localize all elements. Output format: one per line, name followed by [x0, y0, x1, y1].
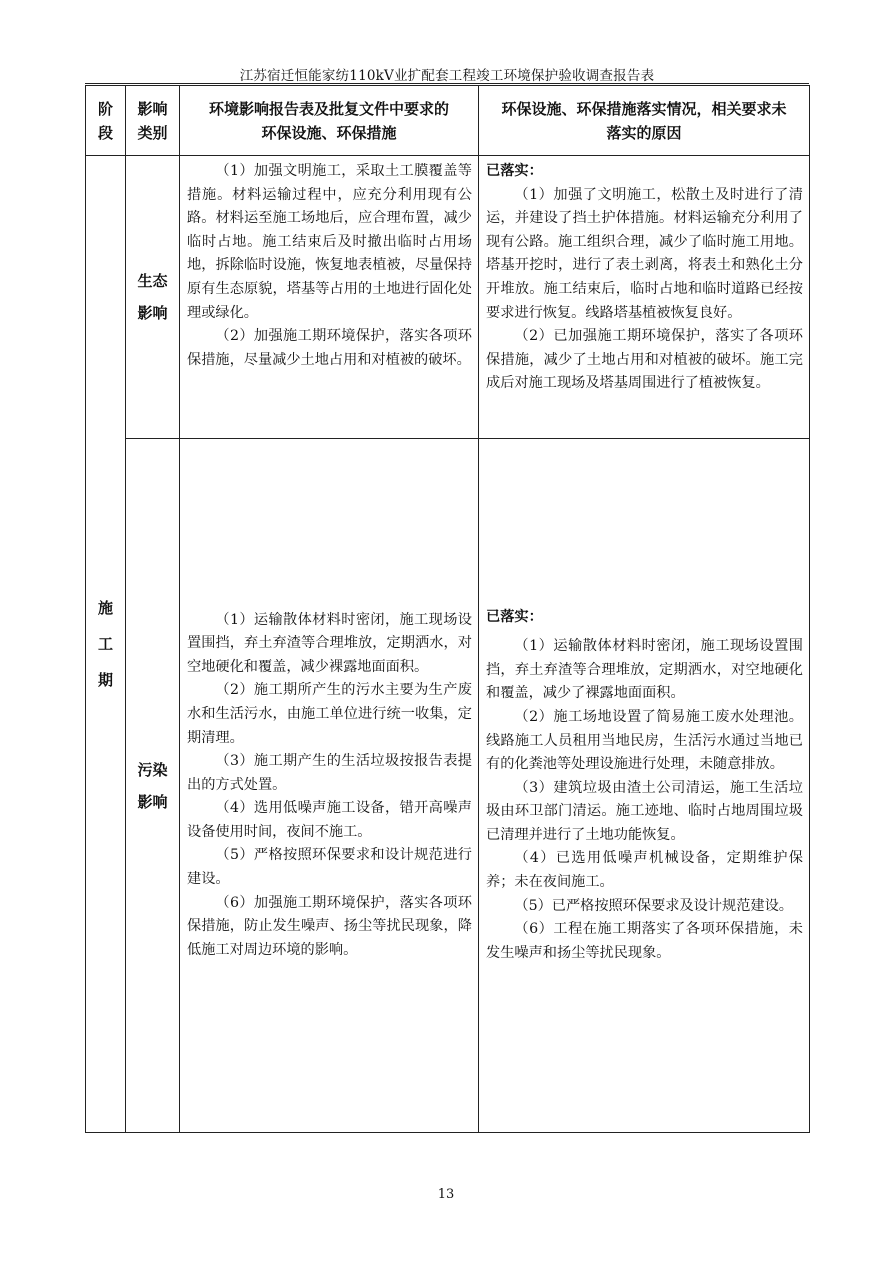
header-implementation-line-1: 环保设施、环保措施落实情况，相关要求未: [501, 99, 787, 118]
running-head: 江苏宿迁恒能家纺110kV业扩配套工程竣工环境保护验收调查报告表: [239, 68, 655, 84]
requirements-ecological: [180, 156, 479, 439]
stage-char-2: 工: [97, 635, 113, 653]
requirement-item: （3）施工期产生的生活垃圾按报告表提出的方式处置。: [187, 753, 472, 793]
table-row-pollution: [86, 439, 810, 1133]
requirement-item: （4）选用低噪声施工设备，错开高噪声设备使用时间，夜间不施工。: [187, 800, 472, 840]
requirements-pollution: [180, 439, 479, 1133]
implementation-item: （5）已严格按照环保要求及设计规范建设。: [514, 897, 793, 914]
implementation-item: （3）建筑垃圾由渣土公司清运，施工生活垃圾由环卫部门清运。施工迹地、临时占地周围垃圾已清理并进行了土地功能恢复。: [486, 779, 803, 843]
category-ecological-line-1: 生态: [137, 272, 168, 290]
stage-char-3: 期: [97, 671, 113, 689]
header-category-line-1: 影响: [137, 99, 168, 118]
header-rule: [85, 83, 809, 84]
page-number: 13: [437, 1187, 455, 1202]
status-label: 已落实：: [486, 608, 543, 625]
implementation-item: （6）工程在施工期落实了各项环保措施，未发生噪声和扬尘等扰民现象。: [486, 921, 803, 961]
category-ecological: [126, 156, 180, 439]
implementation-item: （2）已加强施工期环境保护，落实了各项环保措施，减少了土地占用和对植被的破坏。施工完成后对施工现场及塔基周围进行了植被恢复。: [486, 328, 803, 392]
implementation-ecological: [479, 156, 810, 439]
implementation-item: （1）运输散体材料时密闭，施工现场设置围挡，弃土弃渣等合理堆放，定期洒水，对空地硬化和覆盖，减少了裸露地面面积。: [486, 638, 803, 702]
header-stage: [86, 86, 126, 156]
requirement-item: （1）运输散体材料时密闭，施工现场设置围挡，弃土弃渣等合理堆放，定期洒水，对空地硬化和覆盖，减少裸露地面面积。: [187, 611, 472, 675]
header-category: [126, 86, 180, 156]
report-table: [85, 85, 810, 1133]
header-stage-line-1: 阶: [97, 99, 113, 118]
requirement-item: （5）严格按照环保要求和设计规范进行建设。: [187, 847, 472, 888]
table-row-ecological: [86, 156, 810, 439]
header-requirements-line-2: 环保设施、环保措施: [261, 123, 397, 142]
category-pollution: [126, 439, 180, 1133]
implementation-pollution: [479, 439, 810, 1133]
header-stage-line-2: 段: [97, 123, 113, 142]
implementation-item: （1）加强了文明施工，松散土及时进行了清运，并建设了挡土护体措施。材料运输充分利用了现有公路。施工组织合理，减少了临时施工用地。塔基开挖时，进行了表土剥离，将表土和熟化土分开堆放。施工结束后，临时占地和临时道路已经按要求进行恢复。线路塔基植被恢复良好。: [486, 186, 803, 321]
implementation-item: （2）施工场地设置了简易施工废水处理池。线路施工人员租用当地民房，生活污水通过当地已有的化粪池等处理设施进行处理，未随意排放。: [486, 708, 803, 773]
status-label: 已落实：: [486, 163, 543, 179]
category-pollution-line-1: 污染: [137, 760, 168, 779]
stage-char-1: 施: [97, 599, 113, 617]
requirement-item: （1）加强文明施工，采取土工膜覆盖等措施。材料运输过程中，应充分利用现有公路。材料运至施工场地后，应合理布置，减少临时占地。施工结束后及时撤出临时占用场地，拆除临时设施，恢复地表植被，尽量保持原有生态原貌，塔基等占用的土地进行固化处理或绿化。: [187, 163, 472, 321]
requirement-item: （6）加强施工期环境保护，落实各项环保措施，防止发生噪声、扬尘等扰民现象，降低施工对周边环境的影响。: [187, 894, 472, 958]
category-pollution-line-2: 影响: [137, 792, 168, 811]
header-category-line-2: 类别: [137, 123, 168, 142]
header-implementation: [479, 86, 810, 156]
implementation-item: （4）已选用低噪声机械设备，定期维护保养；未在夜间施工。: [486, 850, 803, 891]
header-requirements-line-1: 环境影响报告表及批复文件中要求的: [208, 99, 449, 118]
requirement-item: （2）施工期所产生的污水主要为生产废水和生活污水，由施工单位进行统一收集，定期清理。: [187, 682, 472, 746]
stage-cell: [86, 156, 126, 1133]
header-row: [86, 86, 810, 156]
header-implementation-line-2: 落实的原因: [606, 123, 682, 142]
requirement-item: （2）加强施工期环境保护，落实各项环保措施，尽量减少土地占用和对植被的破坏。: [187, 328, 472, 368]
header-requirements: [180, 86, 479, 156]
category-ecological-line-2: 影响: [137, 304, 168, 322]
